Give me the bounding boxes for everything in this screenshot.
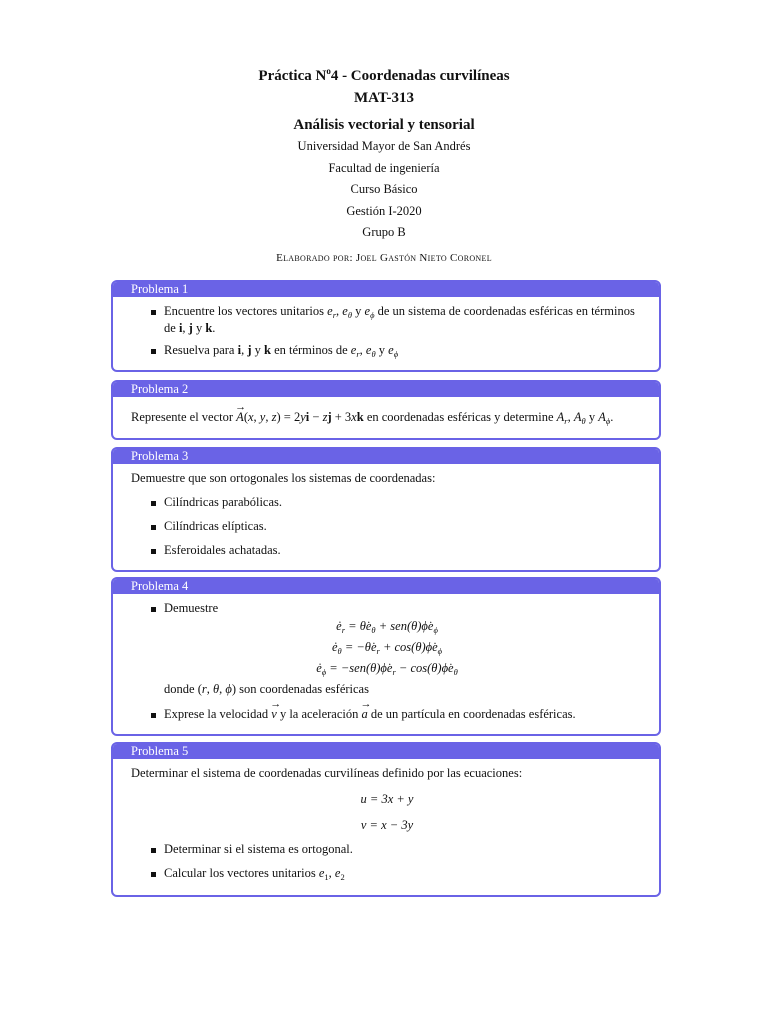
list-item: Exprese la velocidad → v y la aceleración → a de un partícula en coordenadas esféricas. [131, 706, 643, 723]
problem-4-box [111, 577, 661, 736]
problem-5-title: Problema 5 [113, 744, 659, 759]
problem-4-title: Problema 4 [113, 579, 659, 594]
problem-3-intro: Demuestre que son ortogonales los sistemas de coordenadas: [131, 471, 436, 485]
problem-3-box [111, 447, 661, 572]
faculty: Facultad de ingeniería [328, 160, 440, 175]
problem-4-where: donde (r, θ, ϕ) son coordenadas esféricas [164, 682, 369, 696]
list-item: Demuestre [131, 600, 643, 617]
list-item: Esferoidales achatadas. [131, 542, 643, 559]
list-item: Encuentre los vectores unitarios $e_r$, $e_\theta$ y $e_\phi$ de un sistema de coordenadas esféricas en términos de i, j y k. [131, 303, 643, 337]
group: Grupo B [362, 225, 406, 239]
equation: $ė_r$ = $\thetȧe_\theta$ + $sen(\theta)\phi̇e_\phi$ [336, 619, 438, 635]
problem-2-title: Problema 2 [113, 382, 659, 397]
problem-5-intro: Determinar el sistema de coordenadas curvilíneas definido por las ecuaciones: [131, 766, 523, 780]
level: Curso Básico [350, 182, 418, 196]
equation: v = x − 3y [360, 818, 414, 832]
document-header [0, 60, 768, 279]
equation: $ė_\phi$ = $-sen(\theta)\phi̇e_r$ − $\cos(\theta)\phi̇e_\theta$ [316, 661, 458, 677]
course-code: MAT-313 [354, 90, 414, 106]
university: Universidad Mayor de San Andrés [297, 139, 471, 153]
problem-3-title: Problema 3 [113, 449, 659, 464]
list-item: Calcular los vectores unitarios $e_1$, $e_2$ [131, 865, 643, 882]
problem-5-box [111, 742, 661, 897]
problem-2-box [111, 380, 661, 440]
list-item: Determinar si el sistema es ortogonal. [131, 841, 643, 858]
list-item: Resuelva para i, j y k en términos de $e_r$, $e_\theta$ y $e_\phi$ [131, 342, 643, 359]
list-item: Cilíndricas parabólicas. [131, 494, 643, 511]
equation: $ė_\theta$ = $-\thetȧe_r$ + $\cos(\theta)\phi̇e_\phi$ [331, 640, 443, 656]
problem-1-box [111, 280, 661, 372]
author-line: Elaborado por: Joel Gastón Nieto Coronel [276, 251, 492, 264]
course-name: Análisis vectorial y tensorial [293, 117, 475, 133]
problem-2-text: Represente el vector → A(x, y, z) = 2yi − zj + 3xk en coordenadas esféricas y determine $A_r$, $A_\theta$ y $A_\phi$. [131, 409, 643, 426]
equation: u = 3x + y [360, 792, 414, 806]
list-item: Cilíndricas elípticas. [131, 518, 643, 535]
document-title: Práctica $N^o4$ - Coordenadas curvilíneas [258, 66, 510, 84]
problem-1-title: Problema 1 [113, 282, 659, 297]
term: Gestión I-2020 [346, 203, 422, 218]
